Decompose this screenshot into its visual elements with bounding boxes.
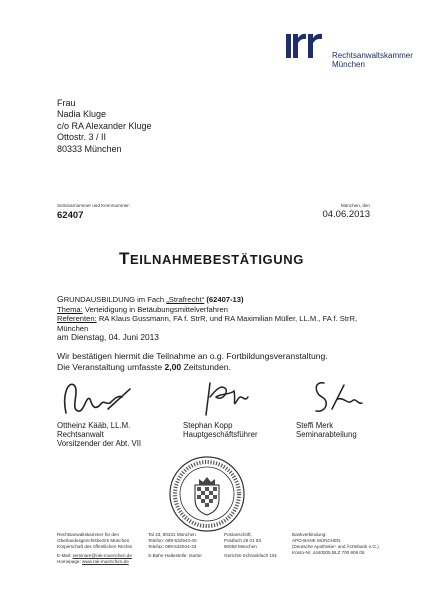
course-details [57, 295, 387, 343]
footer-line: APO-BANK MÜNCHEN [292, 538, 341, 543]
address-line: Nadia Kluge [57, 109, 107, 120]
document-title [0, 249, 423, 269]
signatory-name: Steffi Merk [296, 421, 334, 430]
course-topic: Verteidigung in Betäubungsmittelverfahren [84, 304, 228, 314]
signatory-name: Stephan Kopp [183, 421, 233, 430]
footer-web-link[interactable]: www.rak-muenchen.de [82, 559, 129, 564]
speakers-label: Referenten: [57, 314, 97, 324]
seminar-number: 62407 [57, 210, 84, 221]
date-label: München, den [340, 203, 370, 208]
footer-line: Tal 33, 80331 München [148, 532, 196, 537]
course-code: (62407-13) [206, 295, 244, 304]
course-field: „Strafrecht“ [166, 295, 205, 304]
signature-kopp [200, 375, 260, 423]
seminar-number-label: Seminarnummer und Kennnummer: [57, 203, 131, 208]
logo-line-1: Rechtsanwaltskammer [332, 51, 413, 60]
confirmation-hours: 2,00 [164, 361, 182, 372]
footer-line: Gerichts-Schrankfach 191 [224, 553, 278, 558]
course-speakers-line [57, 314, 387, 333]
confirmation-line-1: Wir bestätigen hiermit die Teilnahme an o.g. Fortbildungsveranstaltung. [57, 351, 328, 361]
signatory-role: Seminarabteilung [296, 430, 357, 440]
footer-line: Telefon: 089-532944-40 [148, 538, 197, 543]
footer-line: S-Bahn-Haltestelle: Isartor [148, 553, 202, 558]
footer-line: 80058 München [224, 544, 257, 549]
title-first-letter: T [119, 249, 131, 268]
course-topic-line [57, 305, 387, 315]
footer-web-label: Homepage: [57, 559, 81, 564]
course-speakers: RA Klaus Gussmann, FA f. StrR, und RA Maximilian Müller, LL.M., FA f. StrR, München [57, 314, 358, 333]
footer-web-line [57, 559, 132, 565]
signature-merk [308, 375, 368, 423]
course-type-rest: RUNDAUSBILDUNG [63, 295, 135, 304]
official-seal [168, 455, 246, 533]
footer-line: (Deutsche Apotheker- und Ärztebank e.G.) [292, 544, 379, 549]
confirmation-suffix: Zeitstunden. [183, 361, 231, 372]
footer-line: Oberlandesgerichtsbezirk München [57, 538, 130, 543]
footer-line: Postanschrift: [224, 532, 252, 537]
footer-email-link[interactable]: seminare@rak-muenchen.de [72, 553, 132, 558]
recipient-address [57, 98, 152, 155]
signatory-role: Rechtsanwalt [57, 430, 104, 440]
signature-kaab [60, 375, 140, 423]
course-date-line: am Dienstag, 04. Juni 2013 [57, 332, 159, 343]
rak-logo-mark [286, 32, 328, 58]
footer-contact [148, 532, 202, 559]
signatory-role: Vorsitzender der Abt. VII [57, 439, 142, 449]
footer-email-label: E-Mail: [57, 553, 72, 558]
signatory-role: Hauptgeschäftsführer [183, 430, 258, 440]
confirmation-line-2 [57, 362, 387, 373]
confirmation-text [57, 351, 387, 372]
signatory-name: Ottheinz Kääb, LL.M. [57, 421, 131, 430]
footer-line: Rechtsanwaltskammer für den [57, 532, 120, 537]
signatory-kaab [57, 421, 141, 449]
title-rest: EILNAHMEBESTÄTIGUNG [130, 252, 304, 267]
footer-line: Konto-Nr. 4440005 BLZ 700 906 06 [292, 550, 365, 555]
document-date: 04.06.2013 [322, 209, 370, 220]
footer-postal [224, 532, 277, 559]
address-line: c/o RA Alexander Kluge [57, 120, 152, 131]
confirmation-prefix: Die Veranstaltung umfasste [57, 361, 163, 372]
logo-line-2: München [332, 60, 365, 69]
footer-line: Telefax: 089-532944-33 [148, 544, 197, 549]
signatory-merk [296, 421, 357, 439]
address-line: Ottostr. 3 / II [57, 132, 107, 143]
footer-line: Körperschaft des öffentlichen Rechts [57, 544, 132, 549]
signatory-kopp [183, 421, 258, 439]
footer-organization [57, 532, 132, 565]
rak-logo-text [332, 51, 413, 69]
address-line: 80333 München [57, 143, 122, 154]
course-type-line [57, 295, 387, 305]
address-line: Frau [57, 98, 76, 108]
footer-line: Bankverbindung: [292, 532, 327, 537]
course-field-prefix: im Fach [137, 295, 165, 304]
topic-label: Thema: [57, 304, 83, 314]
footer-line: Postfach 26 01 63 [224, 538, 262, 543]
course-type-first: G [57, 294, 64, 304]
footer-bank [292, 532, 379, 556]
